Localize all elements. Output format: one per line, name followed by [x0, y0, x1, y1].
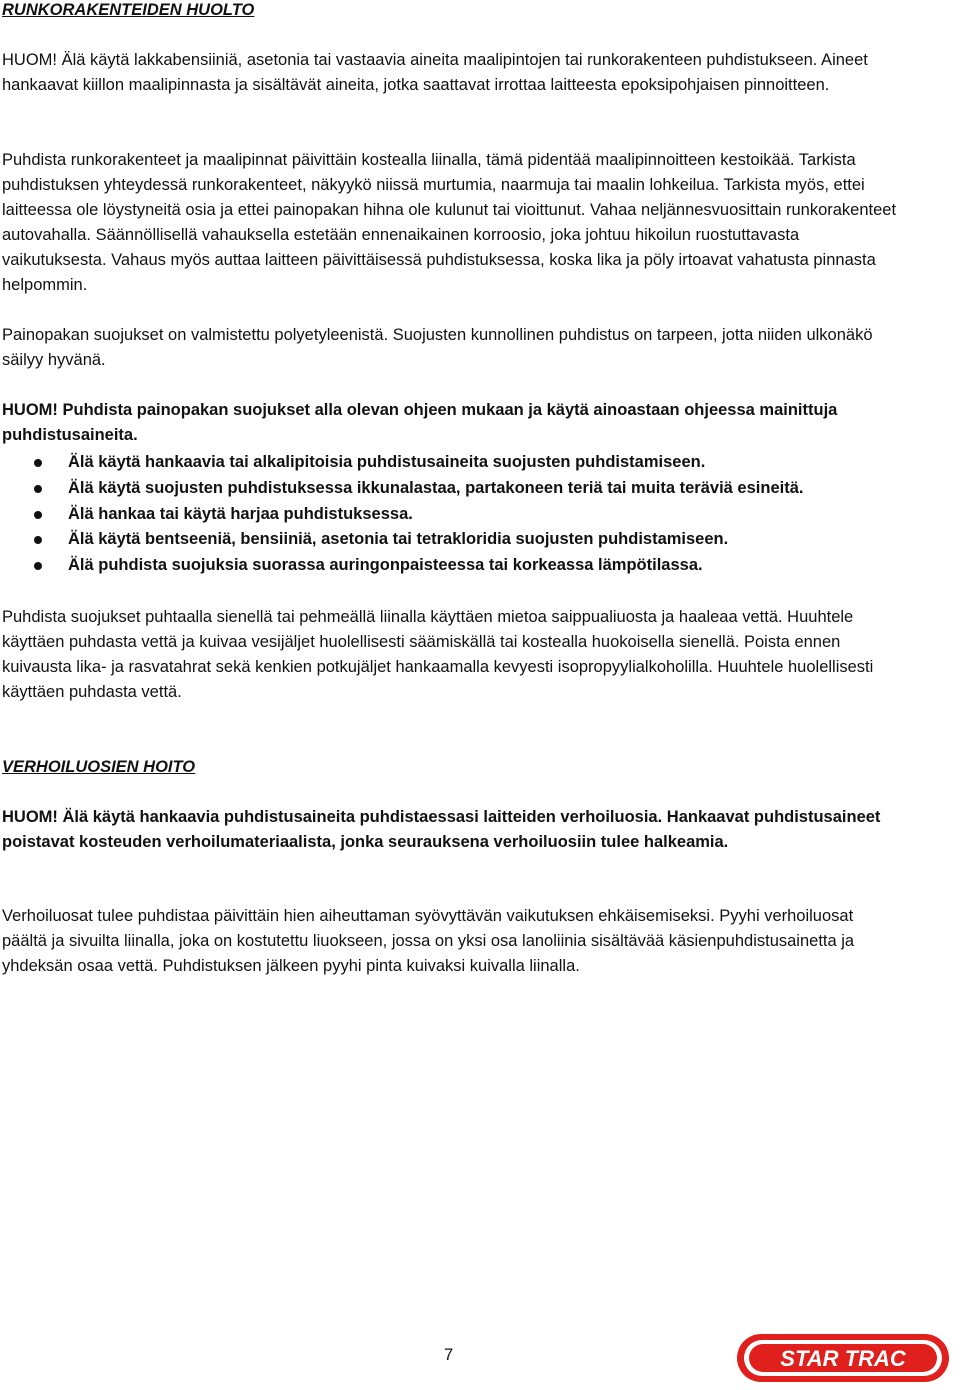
svg-text:STAR TRAC: STAR TRAC: [780, 1346, 906, 1371]
paragraph-shroud-washing: Puhdista suojukset puhtaalla sienellä tai pehmeällä liinalla käyttäen mietoa saippualiuosta ja haaleaa vettä. Huuhtele käyttäen puhdasta vettä ja kuivaa vesijäljet huolellisesti säämiskällä tai kostealla huokoisella sienellä. Poista ennen kuivausta lika- ja rasvatahrat sekä kenkien potkujäljet hankaamalla kevyesti isopropyylialkoholilla. Huuhtele huolellisesti käyttäen puhdasta vettä.: [2, 608, 874, 701]
warning-upholstery: HUOM! Älä käytä hankaavia puhdistusaineita puhdistaessasi laitteiden verhoiluosia. Hankaavat puhdistusaineet poistavat kosteuden verhoilumateriaalista, jonka seurauksena verhoiluosiin tulee halkeamia.: [2, 808, 881, 851]
bullet-icon: [34, 562, 42, 570]
bullet-icon: [34, 536, 42, 544]
shroud-cleaning-rules-list: [2, 450, 902, 579]
star-trac-logo: [735, 1332, 951, 1384]
list-item: Älä käytä bentseeniä, bensiiniä, asetonia tai tetrakloridia suojusten puhdistamiseen.: [2, 527, 902, 553]
paragraph-shroud-material: Painopakan suojukset on valmistettu polyetyleenistä. Suojusten kunnollinen puhdistus on tarpeen, jotta niiden ulkonäkö säilyy hyvänä.: [2, 326, 873, 369]
paragraph-frame-cleaning: Puhdista runkorakenteet ja maalipinnat päivittäin kostealla liinalla, tämä pidentää maalipinnoitteen kestoikää. Tarkista puhdistuksen yhteydessä runkorakenteet, näkyykö niissä murtumia, naarmuja tai maalin lohkeilua. Tarkista myös, ettei laitteessa ole löystyneitä osia ja ettei painopakan hihna ole kulunut tai vioittunut. Vahaa neljännesvuosittain runkorakenteet autovahalla. Säännöllisellä vahauksella estetään ennenaikainen korroosio, joka johtuu hikoilun ruostuttavasta vaikutuksesta. Vahaus myös auttaa laitteen päivittäisessä puhdistuksessa, koska lika ja pöly irtoavat vahatusta pinnasta helpommin.: [2, 151, 897, 294]
list-item: Älä hankaa tai käytä harjaa puhdistuksessa.: [2, 502, 902, 528]
warning-shroud-cleaning: HUOM! Puhdista painopakan suojukset alla olevan ohjeen mukaan ja käytä ainoastaan ohjeessa mainittuja puhdistusaineita.: [2, 401, 838, 444]
page-number: 7: [444, 1346, 454, 1364]
bullet-icon: [34, 511, 42, 519]
bullet-icon: [34, 459, 42, 467]
section-heading-upholstery-care: VERHOILUOSIEN HOITO: [2, 758, 196, 776]
paragraph-upholstery-cleaning: Verhoiluosat tulee puhdistaa päivittäin hien aiheuttaman syövyttävän vaikutuksen ehkäisemiseksi. Pyyhi verhoiluosat päältä ja sivuilta liinalla, joka on kostutettu liuokseen, jossa on yksi osa lanoliinia sisältävää käsienpuhdistusainetta ja yhdeksän osaa vettä. Puhdistuksen jälkeen pyyhi pinta kuivaksi kuivalla liinalla.: [2, 907, 855, 975]
list-item: Älä käytä suojusten puhdistuksessa ikkunalastaa, partakoneen teriä tai muita teräviä esineitä.: [2, 476, 902, 502]
list-item: Älä käytä hankaavia tai alkalipitoisia puhdistusaineita suojusten puhdistamiseen.: [2, 450, 902, 476]
section-heading-frame-maintenance: RUNKORAKENTEIDEN HUOLTO: [2, 1, 255, 19]
warning-paint-cleaning: HUOM! Älä käytä lakkabensiiniä, asetonia tai vastaavia aineita maalipintojen tai runkorakenteen puhdistukseen. Aineet hankaavat kiillon maalipinnasta ja sisältävät aineita, jotka saattavat irrottaa laitteesta epoksipohjaisen pinnoitteen.: [2, 51, 868, 94]
bullet-icon: [34, 485, 42, 493]
list-item: Älä puhdista suojuksia suorassa auringonpaisteessa tai korkeassa lämpötilassa.: [2, 553, 902, 579]
